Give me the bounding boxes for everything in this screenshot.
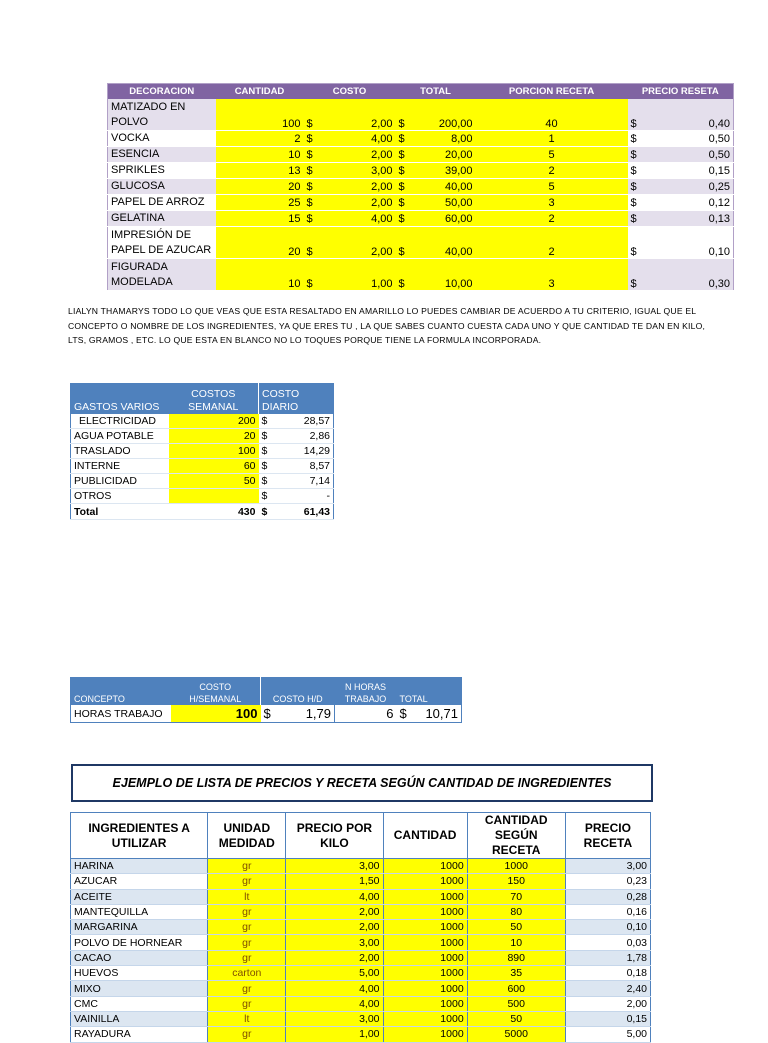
decoracion-name[interactable]: MATIZADO EN POLVO <box>108 99 216 131</box>
currency-symbol: $ <box>628 195 642 211</box>
header-total: TOTAL <box>396 84 476 100</box>
header-unidad: UNIDAD MEDIDAD <box>208 813 286 859</box>
costo-cell[interactable]: 1,00 <box>318 259 396 291</box>
currency-symbol: $ <box>396 227 410 259</box>
total-cell: 60,00 <box>410 211 476 227</box>
currency-symbol: $ <box>396 195 410 211</box>
gasto-name[interactable]: PUBLICIDAD <box>71 474 169 489</box>
ingrediente-name[interactable]: HUEVOS <box>71 966 208 981</box>
decoracion-name[interactable]: GLUCOSA <box>108 179 216 195</box>
currency-symbol: $ <box>304 179 318 195</box>
header-costos-semanal: COSTOS SEMANAL <box>169 384 259 415</box>
cantidad-cell[interactable]: 1000 <box>383 1027 467 1042</box>
header-concepto: CONCEPTO <box>71 678 171 706</box>
porcion-cell[interactable]: 5 <box>476 179 628 195</box>
header-costo: COSTO <box>304 84 396 100</box>
cantidad-receta-cell[interactable]: 80 <box>467 904 565 919</box>
ingrediente-name[interactable]: RAYADURA <box>71 1027 208 1042</box>
horas-row <box>71 705 462 723</box>
gasto-diario-cell: 8,57 <box>273 459 334 474</box>
total-cell: 40,00 <box>410 179 476 195</box>
precio-kilo-cell[interactable]: 2,00 <box>286 920 383 935</box>
precio-receta-cell: 0,15 <box>565 1011 650 1026</box>
header-porcion-receta: PORCION RECETA <box>476 84 628 100</box>
currency-symbol: $ <box>304 131 318 147</box>
horas-hd-cell: 1,79 <box>275 705 335 723</box>
decoracion-table <box>107 83 734 291</box>
currency-symbol: $ <box>263 706 271 721</box>
header-cantidad-receta: CANTIDAD SEGÚN RECETA <box>467 813 565 859</box>
total-cell: 200,00 <box>410 99 476 131</box>
costo-cell[interactable]: 4,00 <box>318 211 396 227</box>
gastos-row <box>71 414 334 429</box>
cantidad-cell[interactable]: 1000 <box>383 889 467 904</box>
porcion-cell[interactable]: 3 <box>476 195 628 211</box>
cantidad-cell[interactable]: 10 <box>216 259 304 291</box>
unidad-cell[interactable]: gr <box>208 981 286 996</box>
precio-kilo-cell[interactable]: 2,00 <box>286 950 383 965</box>
currency-symbol: $ <box>399 706 407 721</box>
costo-cell[interactable]: 2,00 <box>318 195 396 211</box>
ingrediente-row <box>71 996 651 1011</box>
header-cantidad: CANTIDAD <box>383 813 467 859</box>
gasto-semanal-cell[interactable]: 60 <box>169 459 259 474</box>
cantidad-receta-cell[interactable]: 5000 <box>467 1027 565 1042</box>
currency-symbol: $ <box>396 99 410 131</box>
cantidad-cell[interactable]: 1000 <box>383 874 467 889</box>
currency-symbol: $ <box>304 195 318 211</box>
ingrediente-row <box>71 859 651 874</box>
unidad-cell[interactable]: gr <box>208 950 286 965</box>
currency-symbol: $ <box>628 179 642 195</box>
gasto-name[interactable]: TRASLADO <box>71 444 169 459</box>
unidad-cell[interactable]: lt <box>208 889 286 904</box>
precio-receta-cell: 1,78 <box>565 950 650 965</box>
decoracion-row <box>108 179 734 195</box>
cantidad-receta-cell[interactable]: 50 <box>467 920 565 935</box>
currency-symbol: $ <box>628 147 642 163</box>
total-cell: 20,00 <box>410 147 476 163</box>
decoracion-row <box>108 195 734 211</box>
currency-symbol: $ <box>628 99 642 131</box>
cantidad-cell[interactable]: 1000 <box>383 1011 467 1026</box>
decoracion-name[interactable]: IMPRESIÓN DE PAPEL DE AZUCAR <box>108 227 216 259</box>
cantidad-cell[interactable]: 1000 <box>383 981 467 996</box>
gasto-semanal-cell[interactable]: 50 <box>169 474 259 489</box>
cantidad-receta-cell[interactable]: 70 <box>467 889 565 904</box>
currency-symbol: $ <box>396 163 410 179</box>
cantidad-cell[interactable]: 15 <box>216 211 304 227</box>
ingrediente-row <box>71 1027 651 1042</box>
unidad-cell[interactable]: gr <box>208 1027 286 1042</box>
decoracion-row <box>108 211 734 227</box>
gastos-row <box>71 474 334 489</box>
unidad-cell[interactable]: gr <box>208 904 286 919</box>
header-cantidad: CANTIDAD <box>216 84 304 100</box>
costo-cell[interactable]: 2,00 <box>318 227 396 259</box>
horas-semanal-cell[interactable]: 100 <box>171 705 261 723</box>
gasto-semanal-cell[interactable]: 100 <box>169 444 259 459</box>
cantidad-cell[interactable]: 25 <box>216 195 304 211</box>
precio-reseta-cell: 0,50 <box>642 147 734 163</box>
precio-kilo-cell[interactable]: 4,00 <box>286 981 383 996</box>
currency-symbol: $ <box>396 211 410 227</box>
unidad-cell[interactable]: gr <box>208 935 286 950</box>
currency-symbol: $ <box>628 259 642 291</box>
porcion-cell[interactable]: 1 <box>476 131 628 147</box>
gasto-diario-cell: - <box>273 489 334 504</box>
precio-reseta-cell: 0,12 <box>642 195 734 211</box>
header-costo-diario: COSTO DIARIO <box>259 384 334 415</box>
decoracion-header-row <box>108 84 734 100</box>
unidad-cell[interactable]: gr <box>208 920 286 935</box>
ingrediente-row <box>71 950 651 965</box>
cantidad-cell[interactable]: 2 <box>216 131 304 147</box>
precio-kilo-cell[interactable]: 4,00 <box>286 889 383 904</box>
gasto-diario-cell: 7,14 <box>273 474 334 489</box>
unidad-cell[interactable]: lt <box>208 1011 286 1026</box>
cantidad-cell[interactable]: 20 <box>216 227 304 259</box>
currency-symbol: $ <box>259 489 273 504</box>
cantidad-cell[interactable]: 1000 <box>383 996 467 1011</box>
precio-receta-cell: 0,23 <box>565 874 650 889</box>
cantidad-receta-cell[interactable]: 35 <box>467 966 565 981</box>
precio-reseta-cell: 0,15 <box>642 163 734 179</box>
gasto-semanal-cell[interactable]: 20 <box>169 429 259 444</box>
cantidad-cell[interactable]: 1000 <box>383 966 467 981</box>
porcion-cell[interactable]: 5 <box>476 147 628 163</box>
cantidad-receta-cell[interactable]: 500 <box>467 996 565 1011</box>
horas-n-horas-cell: 6 <box>386 706 394 721</box>
unidad-cell[interactable]: gr <box>208 874 286 889</box>
precio-reseta-cell: 0,30 <box>642 259 734 291</box>
ingrediente-name[interactable]: AZUCAR <box>71 874 208 889</box>
gastos-varios-table <box>70 383 334 520</box>
horas-total-cell: 10,71 <box>425 706 458 721</box>
precio-receta-cell: 0,16 <box>565 904 650 919</box>
currency-symbol: $ <box>396 259 410 291</box>
precio-receta-cell: 5,00 <box>565 1027 650 1042</box>
gasto-diario-cell: 14,29 <box>273 444 334 459</box>
decoracion-row <box>108 227 734 259</box>
gastos-row <box>71 489 334 504</box>
decoracion-name[interactable]: GELATINA <box>108 211 216 227</box>
currency-symbol: $ <box>259 429 273 444</box>
ejemplo-title: EJEMPLO DE LISTA DE PRECIOS Y RECETA SEGÚN CANTIDAD DE INGREDIENTES <box>71 764 653 802</box>
ingrediente-name[interactable]: MANTEQUILLA <box>71 904 208 919</box>
currency-symbol: $ <box>259 414 273 429</box>
cantidad-receta-cell[interactable]: 50 <box>467 1011 565 1026</box>
costo-cell[interactable]: 3,00 <box>318 163 396 179</box>
header-total: TOTAL <box>397 678 462 706</box>
porcion-cell[interactable]: 2 <box>476 211 628 227</box>
currency-symbol: $ <box>628 227 642 259</box>
gasto-semanal-cell[interactable] <box>169 489 259 504</box>
porcion-cell[interactable]: 40 <box>476 99 628 131</box>
currency-symbol: $ <box>259 444 273 459</box>
decoracion-row <box>108 163 734 179</box>
cantidad-cell[interactable]: 1000 <box>383 904 467 919</box>
precio-kilo-cell[interactable]: 1,00 <box>286 1027 383 1042</box>
horas-header-row <box>71 678 462 706</box>
ingrediente-name[interactable]: CACAO <box>71 950 208 965</box>
porcion-cell[interactable]: 3 <box>476 259 628 291</box>
precio-reseta-cell: 0,25 <box>642 179 734 195</box>
header-gastos-varios: GASTOS VARIOS <box>71 384 169 415</box>
gastos-row <box>71 459 334 474</box>
total-cell: 10,00 <box>410 259 476 291</box>
ingrediente-row <box>71 1011 651 1026</box>
cantidad-cell[interactable]: 1000 <box>383 935 467 950</box>
ingrediente-name[interactable]: MIXO <box>71 981 208 996</box>
precio-receta-cell: 2,40 <box>565 981 650 996</box>
gasto-name[interactable]: INTERNE <box>71 459 169 474</box>
header-decoracion: DECORACION <box>108 84 216 100</box>
cantidad-cell[interactable]: 10 <box>216 147 304 163</box>
ingredientes-header-row <box>71 813 651 859</box>
decoracion-row <box>108 259 734 291</box>
currency-symbol: $ <box>259 474 273 489</box>
currency-symbol: $ <box>396 147 410 163</box>
decoracion-row <box>108 147 734 163</box>
cantidad-cell[interactable]: 13 <box>216 163 304 179</box>
currency-symbol: $ <box>628 163 642 179</box>
cantidad-receta-cell[interactable]: 10 <box>467 935 565 950</box>
gastos-row <box>71 444 334 459</box>
gasto-name[interactable]: ELECTRICIDAD <box>71 414 169 429</box>
precio-receta-cell: 0,10 <box>565 920 650 935</box>
header-precio-kilo: PRECIO POR KILO <box>286 813 383 859</box>
currency-symbol: $ <box>304 211 318 227</box>
cantidad-cell[interactable]: 20 <box>216 179 304 195</box>
total-cell: 39,00 <box>410 163 476 179</box>
gasto-diario-cell: 28,57 <box>273 414 334 429</box>
currency-symbol: $ <box>259 459 273 474</box>
currency-symbol: $ <box>396 131 410 147</box>
currency-symbol: $ <box>304 99 318 131</box>
currency-symbol: $ <box>628 131 642 147</box>
cantidad-receta-cell[interactable]: 600 <box>467 981 565 996</box>
gasto-diario-cell: 2,86 <box>273 429 334 444</box>
decoracion-name[interactable]: PAPEL DE ARROZ <box>108 195 216 211</box>
costo-cell[interactable]: 4,00 <box>318 131 396 147</box>
cantidad-receta-cell[interactable]: 1000 <box>467 859 565 874</box>
total-cell: 50,00 <box>410 195 476 211</box>
gastos-row <box>71 429 334 444</box>
gastos-total-row <box>71 504 334 520</box>
header-precio-receta: PRECIO RECETA <box>565 813 650 859</box>
ingrediente-name[interactable]: MARGARINA <box>71 920 208 935</box>
currency-symbol: $ <box>304 147 318 163</box>
horas-trabajo-table <box>70 677 462 723</box>
precio-kilo-cell[interactable]: 1,50 <box>286 874 383 889</box>
unidad-cell[interactable]: gr <box>208 859 286 874</box>
precio-receta-cell: 0,18 <box>565 966 650 981</box>
precio-kilo-cell[interactable]: 2,00 <box>286 904 383 919</box>
precio-reseta-cell: 0,50 <box>642 131 734 147</box>
ingrediente-row <box>71 889 651 904</box>
ingrediente-row <box>71 935 651 950</box>
ingrediente-name[interactable]: ACEITE <box>71 889 208 904</box>
precio-kilo-cell[interactable]: 3,00 <box>286 1011 383 1026</box>
gasto-semanal-cell[interactable]: 200 <box>169 414 259 429</box>
ingrediente-row <box>71 920 651 935</box>
ingrediente-row <box>71 874 651 889</box>
gasto-name[interactable]: AGUA POTABLE <box>71 429 169 444</box>
precio-receta-cell: 0,03 <box>565 935 650 950</box>
currency-symbol: $ <box>396 179 410 195</box>
instruction-note: LIALYN THAMARYS TODO LO QUE VEAS QUE ESTA RESALTADO EN AMARILLO LO PUEDES CAMBIAR DE ACUERDO A TU CRITERIO, IGUAL QUE EL CONCEPTO O NOMBRE DE LOS INGREDIENTES, YA QUE ERES TU , LA QUE SABES CUANTO CUESTA CADA UNO Y QUE CANTIDAD TE DAN EN KILO, LTS, GRAMOS , ETC. LO QUE ESTA EN BLANCO NO LO TOQUES PORQUE TIENE LA FORMULA INCORPORADA. <box>68 306 706 345</box>
header-ingredientes: INGREDIENTES A UTILIZAR <box>71 813 208 859</box>
costo-cell[interactable]: 2,00 <box>318 179 396 195</box>
cantidad-cell[interactable]: 1000 <box>383 950 467 965</box>
decoracion-name[interactable]: SPRIKLES <box>108 163 216 179</box>
total-cell: 40,00 <box>410 227 476 259</box>
ingrediente-name[interactable]: HARINA <box>71 859 208 874</box>
precio-reseta-cell: 0,10 <box>642 227 734 259</box>
precio-kilo-cell[interactable]: 3,00 <box>286 859 383 874</box>
currency-symbol: $ <box>259 504 273 520</box>
currency-symbol: $ <box>628 211 642 227</box>
ingrediente-row <box>71 981 651 996</box>
precio-receta-cell: 0,28 <box>565 889 650 904</box>
total-semanal: 430 <box>169 504 259 520</box>
total-cell: 8,00 <box>410 131 476 147</box>
header-costo-h-semanal: COSTO H/SEMANAL <box>171 678 261 706</box>
costo-cell[interactable]: 2,00 <box>318 99 396 131</box>
decoracion-name[interactable]: ESENCIA <box>108 147 216 163</box>
currency-symbol: $ <box>304 163 318 179</box>
ingredientes-table <box>70 812 651 1043</box>
porcion-cell[interactable]: 2 <box>476 227 628 259</box>
ingrediente-name[interactable]: VAINILLA <box>71 1011 208 1026</box>
gastos-header-row <box>71 384 334 415</box>
currency-symbol: $ <box>304 227 318 259</box>
precio-receta-cell: 3,00 <box>565 859 650 874</box>
horas-concepto: HORAS TRABAJO <box>74 707 163 720</box>
currency-symbol: $ <box>304 259 318 291</box>
header-n-horas: N HORAS TRABAJO <box>335 678 397 706</box>
precio-receta-cell: 2,00 <box>565 996 650 1011</box>
precio-kilo-cell[interactable]: 3,00 <box>286 935 383 950</box>
cantidad-receta-cell[interactable]: 150 <box>467 874 565 889</box>
ingrediente-row <box>71 904 651 919</box>
decoracion-name[interactable]: FIGURADA MODELADA <box>108 259 216 291</box>
ingrediente-name[interactable]: CMC <box>71 996 208 1011</box>
decoracion-row <box>108 131 734 147</box>
precio-kilo-cell[interactable]: 5,00 <box>286 966 383 981</box>
header-costo-hd: COSTO H/D <box>261 678 335 706</box>
cantidad-cell[interactable]: 1000 <box>383 920 467 935</box>
gasto-name[interactable]: OTROS <box>71 489 169 504</box>
precio-reseta-cell: 0,13 <box>642 211 734 227</box>
unidad-cell[interactable]: carton <box>208 966 286 981</box>
total-diario: 61,43 <box>273 504 334 520</box>
precio-kilo-cell[interactable]: 4,00 <box>286 996 383 1011</box>
ingrediente-name[interactable]: POLVO DE HORNEAR <box>71 935 208 950</box>
decoracion-name[interactable]: VOCKA <box>108 131 216 147</box>
decoracion-row <box>108 99 734 131</box>
cantidad-receta-cell[interactable]: 890 <box>467 950 565 965</box>
header-precio-reseta: PRECIO RESETA <box>628 84 734 100</box>
costo-cell[interactable]: 2,00 <box>318 147 396 163</box>
ingrediente-row <box>71 966 651 981</box>
unidad-cell[interactable]: gr <box>208 996 286 1011</box>
cantidad-cell[interactable]: 100 <box>216 99 304 131</box>
cantidad-cell[interactable]: 1000 <box>383 859 467 874</box>
precio-reseta-cell: 0,40 <box>642 99 734 131</box>
porcion-cell[interactable]: 2 <box>476 163 628 179</box>
total-label: Total <box>71 504 169 520</box>
